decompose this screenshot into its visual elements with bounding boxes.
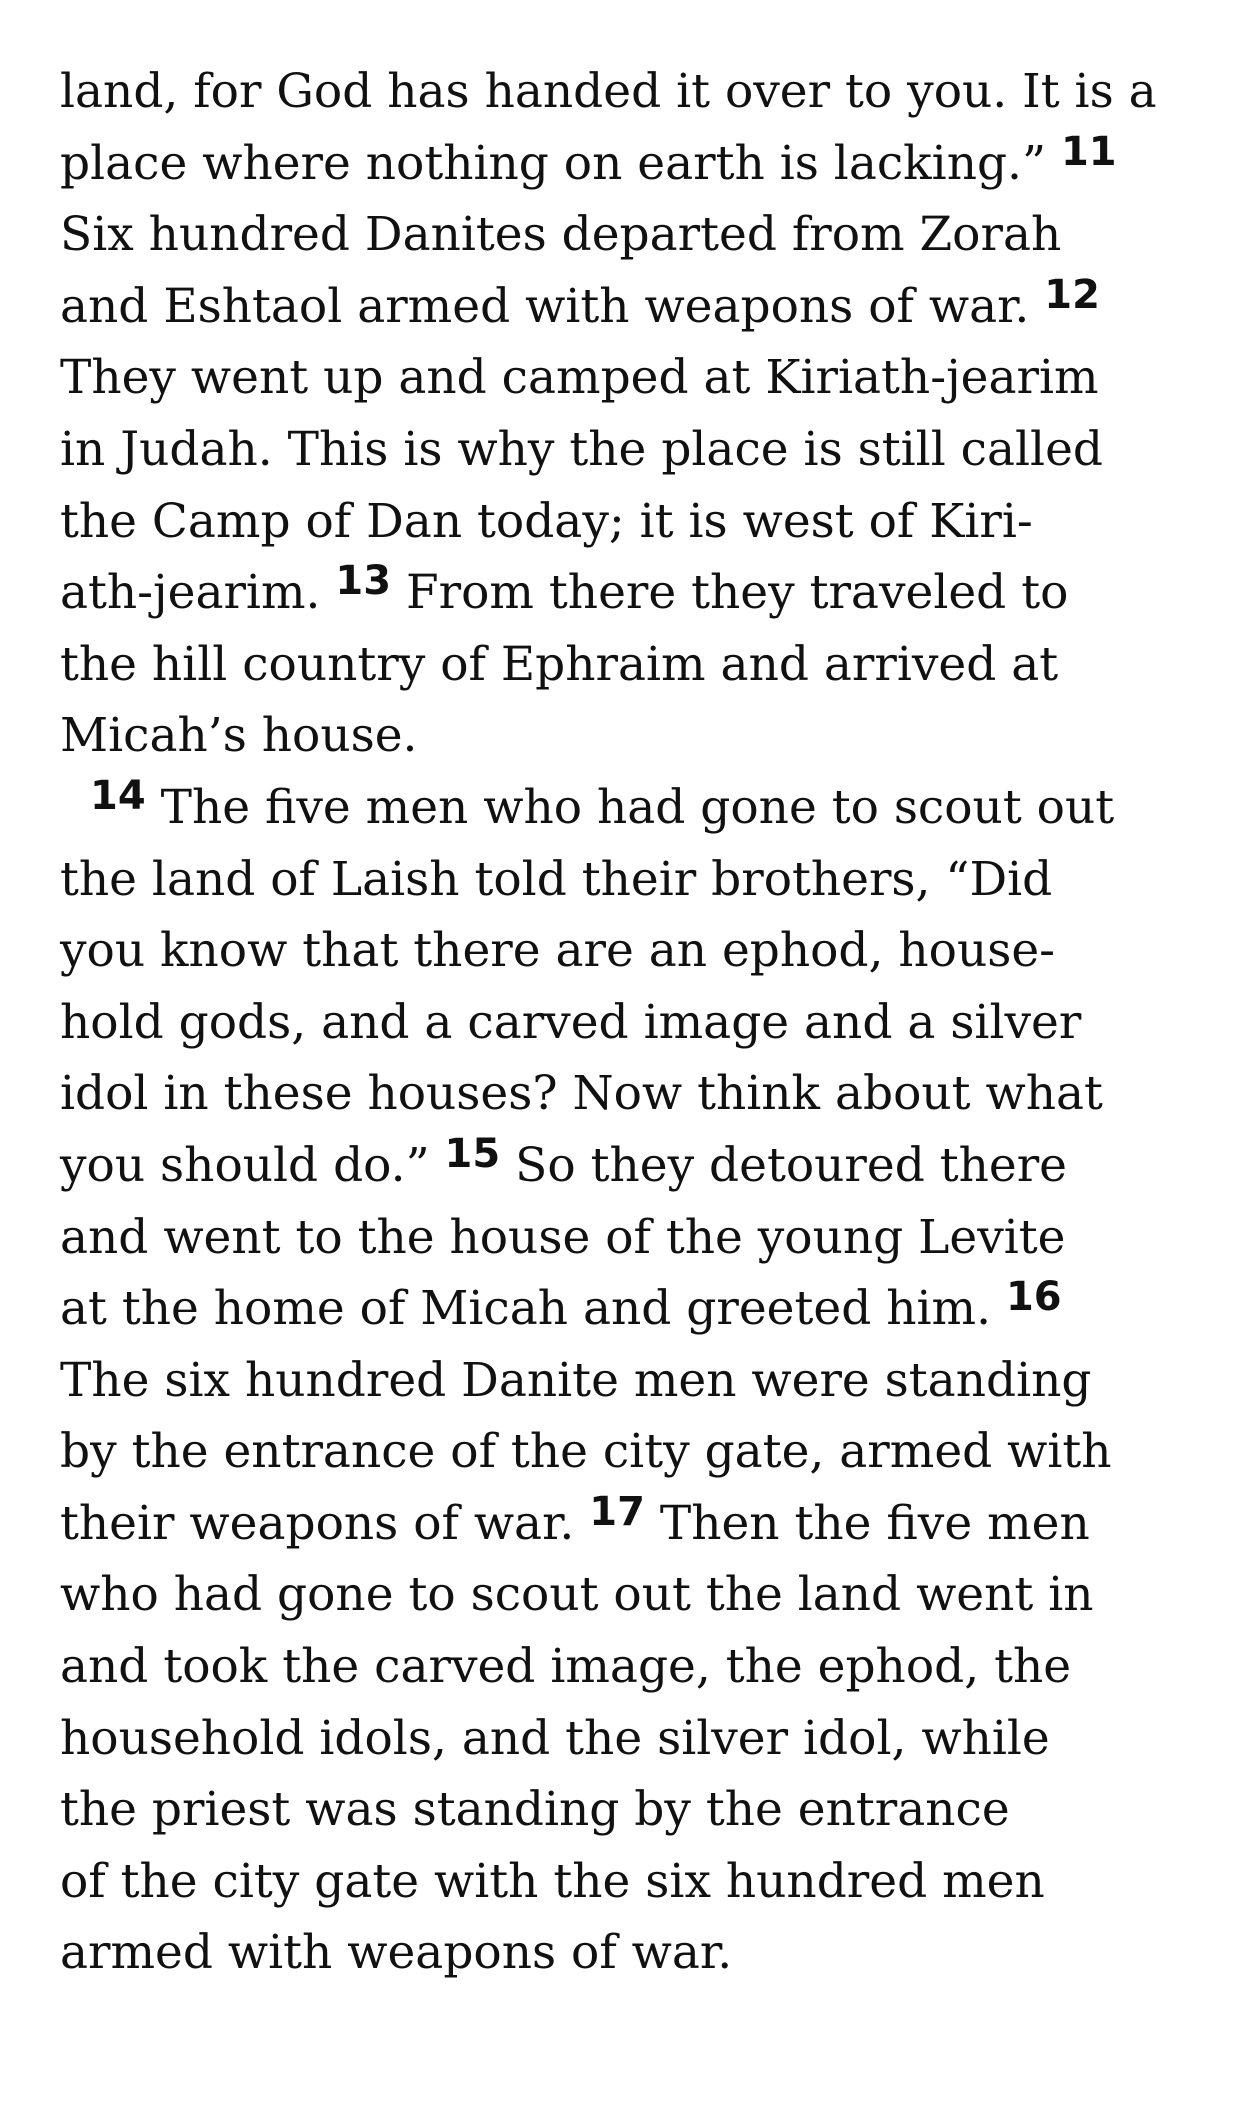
text-line [60,199,1200,271]
verse-text: Micah’s house. [60,708,418,764]
text-line [60,1846,1200,1918]
verse-text: ath-jearim. [60,565,336,621]
text-line [60,271,1200,343]
verse-text: you should do.” [60,1137,445,1193]
text-line [60,1559,1200,1631]
text-line [60,557,1200,629]
verse-text: place where nothing on earth is lacking.” [60,135,1061,191]
text-line [60,1202,1200,1274]
text-line [60,1631,1200,1703]
text-line [60,1416,1200,1488]
verse-text: who had gone to scout out the land went in [60,1567,1094,1623]
verse-number: 14 [90,772,146,819]
verse-text: the hill country of Ephraim and arrived at [60,636,1059,692]
text-line [60,629,1200,701]
text-line [60,772,1200,844]
verse-text: Six hundred Danites departed from Zorah [60,207,1062,263]
verse-text: The six hundred Danite men were standing [60,1352,1092,1408]
verse-text: the priest was standing by the entrance [60,1782,1010,1838]
verse-number: 16 [1005,1274,1062,1321]
verse-number: 17 [589,1488,645,1535]
text-line [60,342,1200,414]
verse-text: in Judah. This is why the place is still called [60,421,1103,477]
verse-text: and took the carved image, the ephod, the [60,1639,1072,1695]
text-line [60,414,1200,486]
verse-text: They went up and camped at Kiriath-jearim [60,350,1099,406]
text-line [60,1058,1200,1130]
verse-text: the land of Laish told their brothers, “Did [60,851,1053,907]
text-line [60,1130,1200,1202]
verse-text: you know that there are an ephod, house- [60,923,1056,979]
verse-text: land, for God has handed it over to you. It is a [60,64,1157,119]
verse-number: 15 [444,1130,501,1177]
text-line [60,700,1200,772]
verse-text: their weapons of war. [60,1495,590,1551]
text-line [60,1703,1200,1775]
text-line [60,1273,1200,1345]
verse-text: by the entrance of the city gate, armed with [60,1424,1112,1480]
verse-text: and went to the house of the young Levite [60,1209,1066,1265]
verse-text: From there they traveled to [391,565,1069,621]
verse-text: household idols, and the silver idol, while [60,1710,1050,1766]
verse-text: armed with weapons of war. [60,1925,733,1981]
text-line [60,1917,1200,1989]
verse-text: of the city gate with the six hundred men [60,1853,1045,1909]
verse-number: 12 [1044,271,1100,318]
text-line [60,56,1200,128]
text-line [60,1488,1200,1560]
verse-text: The five men who had gone to scout out [145,779,1115,835]
verse-number: 11 [1060,128,1117,175]
text-line [60,128,1200,200]
verse-text: So they detoured there [500,1137,1067,1193]
verse-text: at the home of Micah and greeted him. [60,1281,1006,1337]
verse-text: the Camp of Dan today; it is west of Kiri- [60,493,1033,549]
text-line [60,915,1200,987]
passage-text [60,56,1200,1989]
text-line [60,1345,1200,1417]
text-line [60,987,1200,1059]
verse-text: Then the five men [644,1495,1090,1551]
verse-text: hold gods, and a carved image and a silver [60,994,1082,1050]
text-line [60,1774,1200,1846]
text-line [60,844,1200,916]
verse-text: idol in these houses? Now think about what [60,1066,1103,1122]
text-line [60,486,1200,558]
verse-number: 13 [335,558,392,605]
verse-text: and Eshtaol armed with weapons of war. [60,278,1045,334]
